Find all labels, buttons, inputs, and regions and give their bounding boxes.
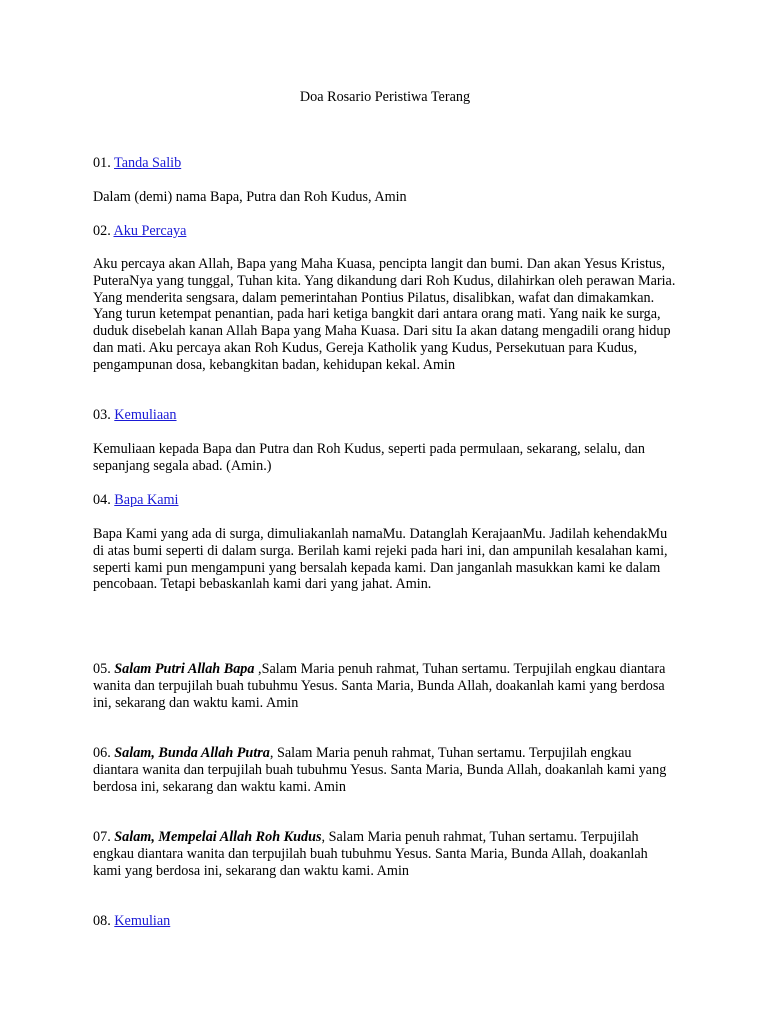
link-kemulian[interactable]: Kemulian (114, 913, 171, 929)
section-08-heading (93, 913, 677, 930)
section-number: 08. (93, 913, 111, 929)
section-01-heading (93, 155, 677, 172)
section-number: 05. (93, 661, 111, 677)
section-05-body: ,Salam Maria penuh rahmat, Tuhan sertamu. Terpujilah engkau diantara wanita dan terpujilah buah tubuhmu Yesus. Santa Maria, Bunda Allah, doakanlah kami yang berdosa ini, sekarang dan waktu kami. Amin (93, 661, 666, 711)
section-02-text: Aku percaya akan Allah, Bapa yang Maha Kuasa, pencipta langit dan bumi. Dan akan Yesus Kristus, PuteraNya yang tunggal, Tuhan kita. Yang dikandung dari Roh Kudus, dilahirkan oleh perawan Maria. Yang menderita sengsara, dalam pemerintahan Pontius Pilatus, disalibkan, wafat dan dimakamkan. Yang turun ketempat penantian, pada hari ketiga bangkit dari antara orang mati. Yang naik ke surga, duduk disebelah kanan Allah Bapa yang Maha Kuasa. Dari situ Ia akan datang mengadili orang hidup dan mati. Aku percaya akan Roh Kudus, Gereja Katholik yang Kudus, Persekutuan para Kudus, pengampunan dosa, kebangkitan badan, kehidupan kekal. Amin (93, 256, 676, 373)
section-06-heading: Salam, Bunda Allah Putra (114, 745, 270, 761)
section-number: 04. (93, 492, 111, 508)
section-05-text (93, 661, 677, 711)
section-number: 01. (93, 155, 111, 171)
link-bapa-kami[interactable]: Bapa Kami (114, 492, 179, 508)
link-kemuliaan[interactable]: Kemuliaan (114, 407, 177, 423)
section-06-text (93, 745, 677, 795)
section-03-text: Kemuliaan kepada Bapa dan Putra dan Roh Kudus, seperti pada permulaan, sekarang, selalu, dan sepanjang segala abad. (Amin.) (93, 441, 645, 474)
section-03-heading (93, 407, 677, 424)
section-number: 03. (93, 407, 111, 423)
section-01-text: Dalam (demi) nama Bapa, Putra dan Roh Kudus, Amin (93, 189, 407, 205)
page-title: Doa Rosario Peristiwa Terang (299, 89, 471, 105)
section-06-body: , Salam Maria penuh rahmat, Tuhan sertamu. Terpujilah engkau diantara wanita dan terpujilah buah tubuhmu Yesus. Santa Maria, Bunda Allah, doakanlah kami yang berdosa ini, sekarang dan waktu kami. Amin (93, 745, 667, 795)
section-number: 06. (93, 745, 111, 761)
section-07-text (93, 829, 677, 879)
section-number: 07. (93, 829, 111, 845)
section-05-heading: Salam Putri Allah Bapa (114, 661, 255, 677)
section-07-heading: Salam, Mempelai Allah Roh Kudus (114, 829, 322, 845)
link-tanda-salib[interactable]: Tanda Salib (114, 155, 182, 171)
section-04-text: Bapa Kami yang ada di surga, dimuliakanlah namaMu. Datanglah KerajaanMu. Jadilah kehendakMu di atas bumi seperti di dalam surga. Berilah kami rejeki pada hari ini, dan ampunilah kesalahan kami, seperti kami pun mengampuni yang bersalah kepada kami. Dan janganlah masukkan kami ke dalam pencobaan. Tetapi bebaskanlah kami dari yang jahat. Amin. (93, 526, 668, 593)
section-02-heading (93, 223, 677, 240)
link-aku-percaya[interactable]: Aku Percaya (113, 223, 187, 239)
section-07-body: , Salam Maria penuh rahmat, Tuhan sertamu. Terpujilah engkau diantara wanita dan terpujilah buah tubuhmu Yesus. Santa Maria, Bunda Allah, doakanlah kami yang berdosa ini, sekarang dan waktu kami. Amin (93, 829, 648, 879)
section-number: 02. (93, 223, 111, 239)
section-04-heading (93, 492, 677, 509)
